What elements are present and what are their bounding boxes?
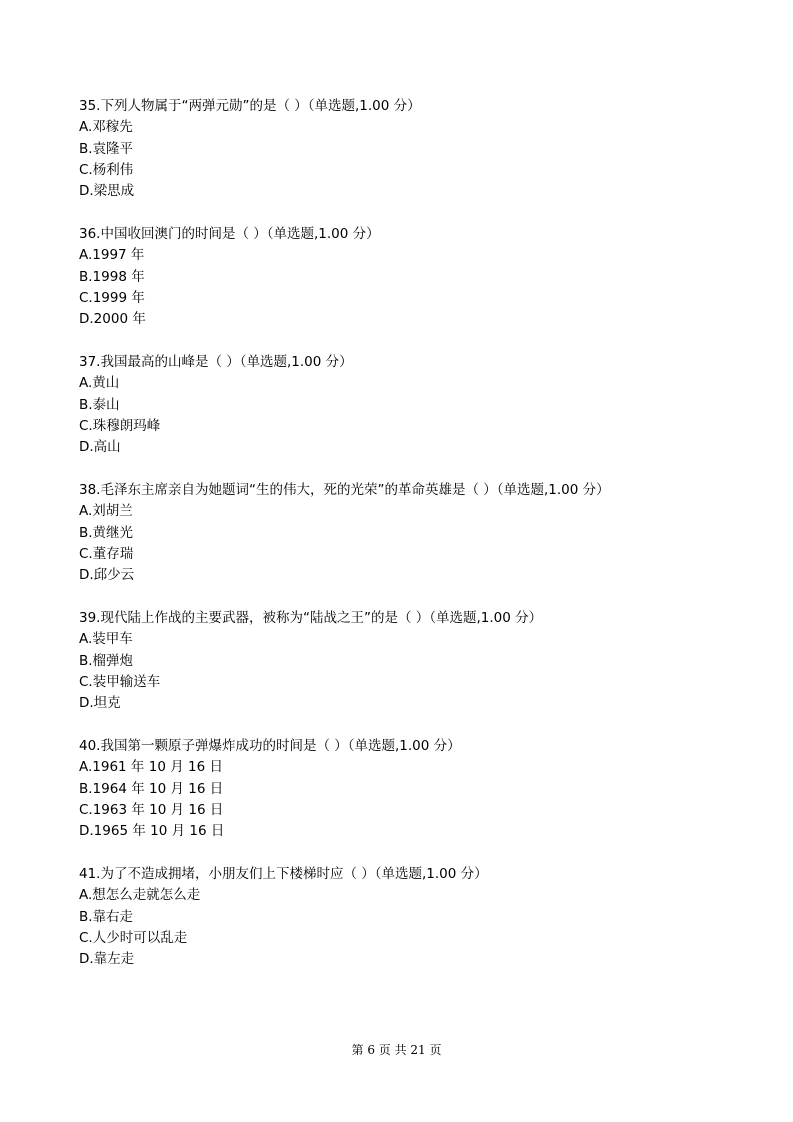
option-d: D.1965 年 10 月 16 日 (79, 823, 225, 840)
question-39 (79, 608, 719, 736)
question-35 (79, 96, 719, 224)
option-b: B.袁隆平 (79, 140, 134, 157)
option-b: B.靠右走 (79, 908, 134, 925)
question-stem: 36.中国收回澳门的时间是（ ）（单选题,1.00 分） (79, 226, 380, 242)
option-c: C.董存瑞 (79, 545, 134, 562)
question-stem: 40.我国第一颗原子弹爆炸成功的时间是（ ）（单选题,1.00 分） (79, 738, 461, 754)
option-b: B.1964 年 10 月 16 日 (79, 780, 224, 797)
option-d: D.靠左走 (79, 951, 135, 968)
option-c: C.珠穆朗玛峰 (79, 417, 161, 434)
option-b: B.泰山 (79, 396, 120, 413)
option-c: C.1999 年 (79, 289, 145, 306)
question-stem: 35.下列人物属于“两弹元勋”的是（ ）（单选题,1.00 分） (79, 98, 421, 114)
option-d: D.2000 年 (79, 311, 146, 328)
option-a: A.1961 年 10 月 16 日 (79, 759, 223, 776)
question-41 (79, 864, 719, 992)
option-c: C.装甲输送车 (79, 673, 161, 690)
question-37 (79, 352, 719, 480)
option-b: B.1998 年 (79, 268, 145, 285)
question-list (79, 96, 719, 992)
question-38 (79, 480, 719, 608)
option-a: A.黄山 (79, 375, 120, 392)
question-36 (79, 224, 719, 352)
option-a: A.刘胡兰 (79, 503, 133, 520)
page-footer: 第 6 页 共 21 页 (351, 1043, 442, 1057)
option-d: D.梁思成 (79, 183, 135, 200)
option-c: C.人少时可以乱走 (79, 929, 188, 946)
option-d: D.坦克 (79, 695, 121, 712)
option-b: B.榴弹炮 (79, 652, 134, 669)
option-d: D.邱少云 (79, 567, 135, 584)
question-stem: 41.为了不造成拥堵，小朋友们上下楼梯时应（ ）（单选题,1.00 分） (79, 866, 488, 882)
option-c: C.杨利伟 (79, 161, 134, 178)
question-40 (79, 736, 719, 864)
option-d: D.高山 (79, 439, 121, 456)
option-a: A.1997 年 (79, 247, 145, 264)
option-b: B.黄继光 (79, 524, 134, 541)
question-stem: 38.毛泽东主席亲自为她题词“生的伟大，死的光荣”的革命英雄是（ ）（单选题,1.00 分） (79, 482, 610, 498)
question-stem: 39.现代陆上作战的主要武器，被称为“陆战之王”的是（ ）（单选题,1.00 分） (79, 610, 543, 626)
option-c: C.1963 年 10 月 16 日 (79, 801, 224, 818)
option-a: A.邓稼先 (79, 119, 133, 136)
option-a: A.装甲车 (79, 631, 133, 648)
question-stem: 37.我国最高的山峰是（ ）（单选题,1.00 分） (79, 354, 353, 370)
option-a: A.想怎么走就怎么走 (79, 887, 201, 904)
